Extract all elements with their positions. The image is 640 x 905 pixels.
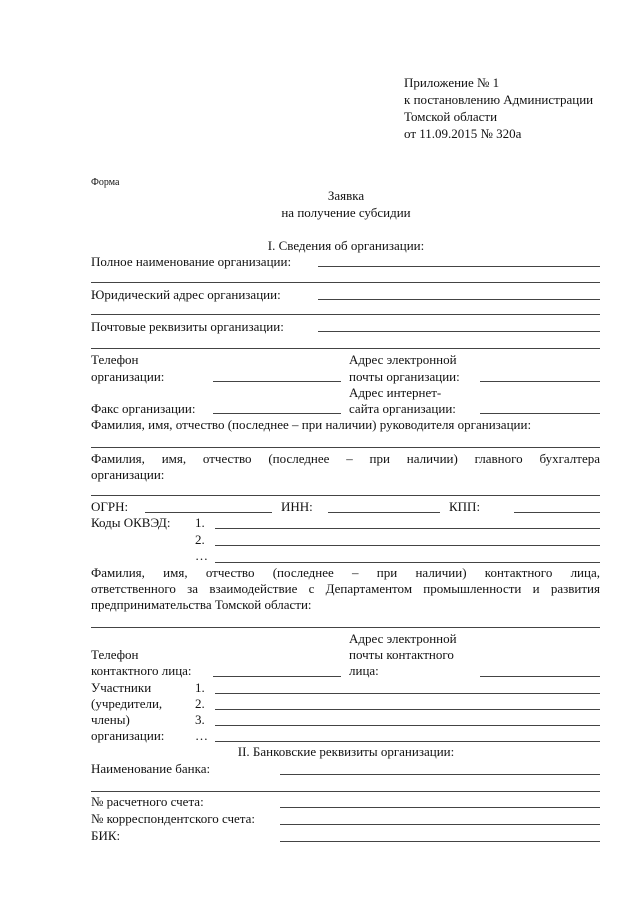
postal-label: Почтовые реквизиты организации: — [91, 319, 284, 334]
contact-phone-label-2: контактного лица: — [91, 663, 192, 678]
okved-field-2[interactable] — [215, 545, 600, 546]
title-sub: на получение субсидии — [281, 205, 411, 220]
bank-label: Наименование банка: — [91, 761, 211, 776]
corr-account-label: № корреспондентского счета: — [91, 811, 255, 826]
contact-email-label-3: лица: — [349, 663, 379, 678]
members-field-3[interactable] — [215, 725, 600, 726]
ogrn-field[interactable] — [145, 512, 272, 513]
appendix-resolution: к постановлению Администрации — [404, 92, 594, 107]
postal-field-2[interactable] — [91, 348, 600, 349]
contact-field[interactable] — [91, 627, 600, 628]
phone-field[interactable] — [213, 381, 341, 382]
account-field[interactable] — [280, 807, 600, 808]
title-main: Заявка — [327, 188, 365, 203]
okved-num-3: … — [195, 548, 208, 563]
members-label-3: члены) — [91, 712, 130, 727]
appendix-region: Томской области — [404, 109, 498, 124]
section1-heading: I. Сведения об организации: — [267, 238, 425, 253]
phone-label-2: организации: — [91, 369, 165, 384]
members-num-3: 3. — [195, 712, 205, 727]
members-num-1: 1. — [195, 680, 205, 695]
ogrn-label: ОГРН: — [91, 499, 129, 514]
okved-num-1: 1. — [195, 515, 205, 530]
okved-field-3[interactable] — [215, 562, 600, 563]
legal-address-field-2[interactable] — [91, 314, 600, 315]
legal-address-label: Юридический адрес организации: — [91, 287, 281, 302]
kpp-field[interactable] — [514, 512, 600, 513]
kpp-label: КПП: — [449, 499, 481, 514]
site-field[interactable] — [480, 413, 600, 414]
full-name-field-2[interactable] — [91, 282, 600, 283]
contact-phone-field[interactable] — [213, 676, 341, 677]
fax-label: Факс организации: — [91, 401, 196, 416]
phone-label-1: Телефон — [91, 352, 139, 367]
members-label-1: Участники — [91, 680, 152, 695]
director-field[interactable] — [91, 447, 600, 448]
okved-num-2: 2. — [195, 532, 205, 547]
full-name-label: Полное наименование организации: — [91, 254, 292, 269]
site-label-1: Адрес интернет- — [349, 385, 442, 400]
site-label-2: сайта организации: — [349, 401, 456, 416]
appendix-number: Приложение № 1 — [404, 75, 500, 90]
contact-label-2: ответственного за взаимодействие с Департаментом промышленности и развития — [91, 581, 600, 596]
email-field[interactable] — [480, 381, 600, 382]
accountant-label-2: организации: — [91, 467, 165, 482]
legal-address-field[interactable] — [318, 299, 600, 300]
director-label: Фамилия, имя, отчество (последнее – при наличии) руководителя организации: — [91, 417, 532, 432]
postal-field[interactable] — [318, 331, 600, 332]
inn-field[interactable] — [328, 512, 440, 513]
contact-email-label-2: почты контактного — [349, 647, 454, 662]
members-num-2: 2. — [195, 696, 205, 711]
bik-field[interactable] — [280, 841, 600, 842]
bank-field[interactable] — [280, 774, 600, 775]
members-field-1[interactable] — [215, 693, 600, 694]
form-label: Форма — [91, 177, 120, 188]
members-label-4: организации: — [91, 728, 165, 743]
corr-account-field[interactable] — [280, 824, 600, 825]
contact-email-field[interactable] — [480, 676, 600, 677]
section2-heading: II. Банковские реквизиты организации: — [237, 744, 455, 759]
email-label-2: почты организации: — [349, 369, 460, 384]
full-name-field[interactable] — [318, 266, 600, 267]
fax-field[interactable] — [213, 413, 341, 414]
contact-label-1: Фамилия, имя, отчество (последнее – при наличии) контактного лица, — [91, 565, 600, 580]
contact-label-3: предпринимательства Томской области: — [91, 597, 312, 612]
bik-label: БИК: — [91, 828, 121, 843]
members-num-4: … — [195, 728, 208, 743]
okved-label: Коды ОКВЭД: — [91, 515, 171, 530]
members-field-2[interactable] — [215, 709, 600, 710]
contact-email-label-1: Адрес электронной — [349, 631, 457, 646]
members-label-2: (учредители, — [91, 696, 163, 711]
account-label: № расчетного счета: — [91, 794, 204, 809]
contact-phone-label-1: Телефон — [91, 647, 139, 662]
okved-field-1[interactable] — [215, 528, 600, 529]
bank-field-2[interactable] — [91, 791, 600, 792]
members-field-4[interactable] — [215, 741, 600, 742]
accountant-label-1: Фамилия, имя, отчество (последнее – при наличии) главного бухгалтера — [91, 451, 600, 466]
accountant-field[interactable] — [91, 495, 600, 496]
email-label-1: Адрес электронной — [349, 352, 457, 367]
appendix-date: от 11.09.2015 № 320а — [404, 126, 522, 141]
inn-label: ИНН: — [281, 499, 313, 514]
